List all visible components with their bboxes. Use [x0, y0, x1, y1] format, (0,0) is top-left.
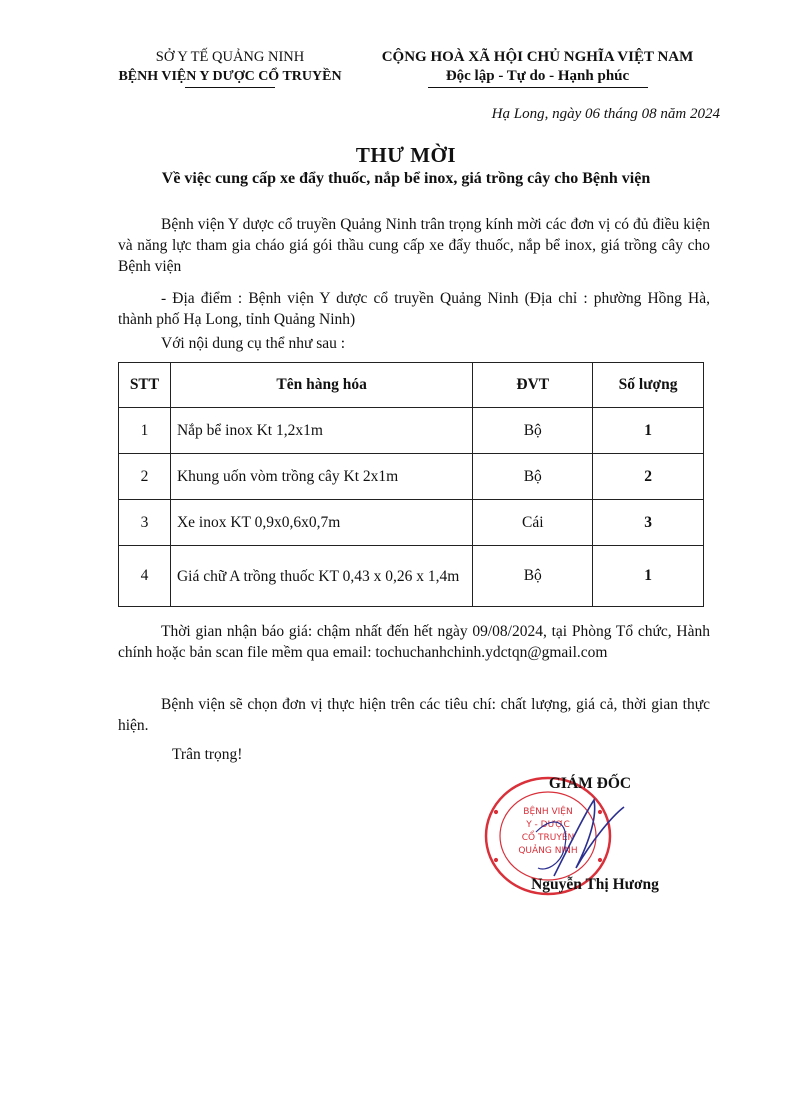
header-quantity: Số lượng — [593, 363, 704, 408]
row-unit: Bộ — [473, 546, 593, 607]
deadline-paragraph: Thời gian nhận báo giá: chậm nhất đến hết ngày 09/08/2024, tại Phòng Tổ chức, Hành chính hoặc bản scan file mềm qua email: tochuchanhchinh.ydctqn@gmail.com — [118, 623, 710, 661]
header-unit: ĐVT — [473, 363, 593, 408]
national-motto: Độc lập - Tự do - Hạnh phúc — [445, 68, 630, 84]
row-unit: Bộ — [473, 454, 593, 500]
goods-table — [118, 362, 704, 607]
department-name: SỞ Y TẾ QUẢNG NINH — [155, 49, 305, 65]
motto-underline — [428, 87, 648, 88]
row-item-name: Nắp bể inox Kt 1,2x1m — [170, 408, 472, 454]
hospital-name: BỆNH VIỆN Y DƯỢC CỔ TRUYỀN — [118, 69, 342, 84]
table-row — [119, 454, 704, 500]
header-item-name: Tên hàng hóa — [170, 363, 472, 408]
row-stt: 2 — [119, 454, 171, 500]
criteria-paragraph: Bệnh viện sẽ chọn đơn vị thực hiện trên các tiêu chí: chất lượng, giá cả, thời gian thực hiện. — [118, 696, 710, 734]
closing-line: Trân trọng! — [172, 746, 243, 763]
row-unit: Cái — [473, 500, 593, 546]
letter-subtitle: Về việc cung cấp xe đẩy thuốc, nắp bể inox, giá trồng cây cho Bệnh viện — [161, 170, 651, 187]
date-line: Hạ Long, ngày 06 tháng 08 năm 2024 — [491, 106, 720, 122]
location-paragraph: - Địa điểm : Bệnh viện Y dược cổ truyền Quảng Ninh (Địa chỉ : phường Hồng Hà, thành phố Hạ Long, tỉnh Quảng Ninh) — [118, 290, 710, 328]
national-header — [365, 48, 710, 88]
country-name: CỘNG HOÀ XÃ HỘI CHỦ NGHĨA VIỆT NAM — [381, 49, 694, 65]
row-quantity: 1 — [593, 408, 704, 454]
row-item-name: Xe inox KT 0,9x0,6x0,7m — [170, 500, 472, 546]
row-stt: 1 — [119, 408, 171, 454]
row-item-name: Khung uốn vòm trồng cây Kt 2x1m — [170, 454, 472, 500]
row-item-name: Giá chữ A trồng thuốc KT 0,43 x 0,26 x 1,4m — [170, 546, 472, 607]
row-unit: Bộ — [473, 408, 593, 454]
intro-paragraph: Bệnh viện Y dược cổ truyền Quảng Ninh trân trọng kính mời các đơn vị có đủ điều kiện và năng lực tham gia cháo giá gói thầu cung cấp xe đẩy thuốc, nắp bể inox, giá trồng cây cho Bệnh viện — [118, 216, 710, 275]
table-row — [119, 408, 704, 454]
svg-text:CỔ TRUYỀN: CỔ TRUYỀN — [521, 833, 575, 843]
signer-name: Nguyễn Thị Hương — [531, 876, 659, 893]
table-row — [119, 546, 704, 607]
row-stt: 4 — [119, 546, 171, 607]
svg-text:QUẢNG NINH: QUẢNG NINH — [518, 846, 578, 856]
table-row — [119, 500, 704, 546]
row-quantity: 1 — [593, 546, 704, 607]
row-stt: 3 — [119, 500, 171, 546]
header-underline — [185, 87, 275, 88]
table-header-row — [119, 363, 704, 408]
svg-text:Y - DƯỢC: Y - DƯỢC — [526, 820, 570, 830]
row-quantity: 2 — [593, 454, 704, 500]
row-quantity: 3 — [593, 500, 704, 546]
letter-title: THƯ MỜI — [355, 143, 457, 167]
svg-text:BỆNH VIỆN: BỆNH VIỆN — [523, 807, 573, 817]
header-stt: STT — [119, 363, 171, 408]
issuer-header — [100, 48, 360, 88]
signer-role: GIÁM ĐỐC — [548, 775, 632, 792]
content-intro: Với nội dung cụ thể như sau : — [161, 335, 346, 352]
